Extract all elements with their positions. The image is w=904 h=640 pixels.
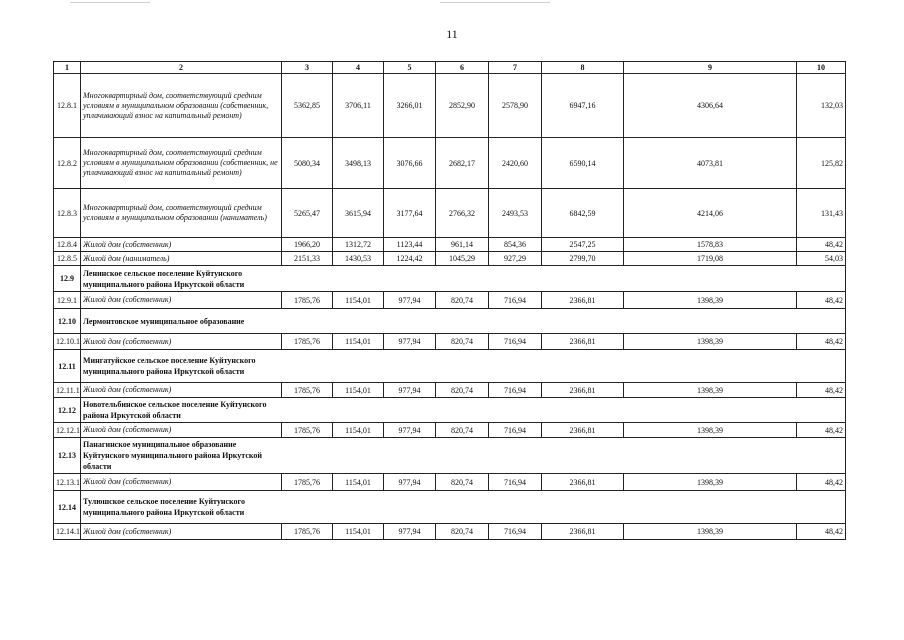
value-cell: 820,74 [436, 383, 489, 398]
value-cell: 1154,01 [333, 383, 384, 398]
value-cell: 1398,39 [624, 474, 797, 491]
value-cell: 716,94 [489, 423, 542, 438]
section-title-text: Новотельбинское сельское поселение Куйтунского района Иркутской области [83, 400, 267, 420]
scan-artifact [70, 2, 150, 3]
row-code: 12.8.1 [54, 74, 81, 138]
value-cell: 131,43 [797, 189, 846, 238]
value-cell: 48,42 [797, 383, 846, 398]
value-cell: 1154,01 [333, 474, 384, 491]
row-code: 12.9.1 [54, 292, 81, 309]
section-title [81, 309, 846, 334]
row-code: 12.11.1 [54, 383, 81, 398]
row-code: 12.12.1 [54, 423, 81, 438]
row-description: Жилой дом (собственник) [81, 238, 282, 252]
value-cell: 716,94 [489, 383, 542, 398]
value-cell: 4214,06 [624, 189, 797, 238]
section-code: 12.13 [54, 438, 81, 474]
column-header-10: 10 [797, 62, 846, 74]
value-cell: 1154,01 [333, 334, 384, 350]
row-code: 12.8.4 [54, 238, 81, 252]
value-cell: 1398,39 [624, 334, 797, 350]
row-code: 12.8.5 [54, 252, 81, 266]
value-cell: 3615,94 [333, 189, 384, 238]
value-cell: 54,03 [797, 252, 846, 266]
value-cell: 820,74 [436, 474, 489, 491]
value-cell: 1719,08 [624, 252, 797, 266]
section-title-text: Мингатуйское сельское поселение Куйтунского муниципального района Иркутской области [83, 356, 256, 376]
value-cell: 5362,85 [282, 74, 333, 138]
value-cell: 2420,60 [489, 138, 542, 189]
table-row [54, 292, 846, 309]
row-description: Жилой дом (собственник) [81, 334, 282, 350]
section-title-text: Тулюшское сельское поселение Куйтунского муниципального района Иркутской области [83, 497, 245, 517]
value-cell: 1398,39 [624, 524, 797, 540]
value-cell: 820,74 [436, 292, 489, 309]
value-cell: 2151,33 [282, 252, 333, 266]
table-row [54, 74, 846, 138]
value-cell: 2493,53 [489, 189, 542, 238]
row-code: 12.13.1 [54, 474, 81, 491]
row-description: Жилой дом (собственник) [81, 292, 282, 309]
value-cell: 977,94 [384, 383, 436, 398]
value-cell: 48,42 [797, 524, 846, 540]
value-cell: 2366,81 [542, 474, 624, 491]
value-cell: 1224,42 [384, 252, 436, 266]
value-cell: 1785,76 [282, 334, 333, 350]
value-cell: 820,74 [436, 524, 489, 540]
table-row [54, 252, 846, 266]
value-cell: 1398,39 [624, 423, 797, 438]
row-description: Многоквартирный дом, соответствующий средним условиям в муниципальном образовании (собственник, не уплачивающий взнос на капитальный ремонт) [81, 138, 282, 189]
value-cell: 4073,81 [624, 138, 797, 189]
value-cell: 977,94 [384, 423, 436, 438]
value-cell: 3076,66 [384, 138, 436, 189]
section-row [54, 350, 846, 383]
section-code: 12.12 [54, 398, 81, 423]
value-cell: 132,03 [797, 74, 846, 138]
row-description: Жилой дом (наниматель) [81, 252, 282, 266]
section-title [81, 438, 846, 474]
value-cell: 2578,90 [489, 74, 542, 138]
row-description: Жилой дом (собственник) [81, 383, 282, 398]
section-code: 12.9 [54, 266, 81, 292]
value-cell: 1312,72 [333, 238, 384, 252]
section-title-text: Лермонтовское муниципальное образование [83, 316, 245, 326]
value-cell: 48,42 [797, 334, 846, 350]
section-row [54, 398, 846, 423]
value-cell: 2366,81 [542, 334, 624, 350]
value-cell: 48,42 [797, 238, 846, 252]
row-description: Жилой дом (собственник) [81, 524, 282, 540]
section-title [81, 266, 846, 292]
value-cell: 3177,64 [384, 189, 436, 238]
value-cell: 3266,01 [384, 74, 436, 138]
value-cell: 3706,11 [333, 74, 384, 138]
table-row [54, 138, 846, 189]
section-title-text: Ленинское сельское поселение Куйтунского муниципального района Иркутской области [83, 268, 245, 289]
section-code: 12.11 [54, 350, 81, 383]
value-cell: 2799,70 [542, 252, 624, 266]
value-cell: 6842,59 [542, 189, 624, 238]
table-row [54, 334, 846, 350]
value-cell: 977,94 [384, 474, 436, 491]
value-cell: 1785,76 [282, 524, 333, 540]
value-cell: 1785,76 [282, 292, 333, 309]
value-cell: 716,94 [489, 292, 542, 309]
column-header-7: 7 [489, 62, 542, 74]
value-cell: 2366,81 [542, 524, 624, 540]
value-cell: 1154,01 [333, 524, 384, 540]
section-title [81, 398, 846, 423]
section-row [54, 309, 846, 334]
value-cell: 2766,32 [436, 189, 489, 238]
value-cell: 48,42 [797, 474, 846, 491]
row-description: Многоквартирный дом, соответствующий средним условиям в муниципальном образовании (собственник, уплачивающий взнос на капитальный ремонт) [81, 74, 282, 138]
value-cell: 961,14 [436, 238, 489, 252]
section-row [54, 266, 846, 292]
column-header-1: 1 [54, 62, 81, 74]
section-code: 12.14 [54, 491, 81, 524]
value-cell: 1785,76 [282, 383, 333, 398]
value-cell: 1154,01 [333, 292, 384, 309]
value-cell: 1785,76 [282, 474, 333, 491]
value-cell: 48,42 [797, 292, 846, 309]
scan-artifact [440, 2, 550, 3]
section-title [81, 491, 846, 524]
section-title-text: Панагинское муниципальное образование Куйтунского муниципального района Иркутской области [83, 440, 262, 471]
value-cell: 1785,76 [282, 423, 333, 438]
column-header-8: 8 [542, 62, 624, 74]
column-header-row [54, 62, 846, 74]
table-row [54, 423, 846, 438]
row-code: 12.10.1 [54, 334, 81, 350]
value-cell: 716,94 [489, 474, 542, 491]
value-cell: 820,74 [436, 423, 489, 438]
table-row [54, 524, 846, 540]
value-cell: 977,94 [384, 292, 436, 309]
table-body [54, 62, 846, 540]
table-row [54, 383, 846, 398]
value-cell: 2366,81 [542, 383, 624, 398]
value-cell: 48,42 [797, 423, 846, 438]
row-description: Жилой дом (собственник) [81, 474, 282, 491]
column-header-4: 4 [333, 62, 384, 74]
page-number: 11 [446, 27, 458, 41]
value-cell: 977,94 [384, 524, 436, 540]
column-header-2: 2 [81, 62, 282, 74]
value-cell: 1578,83 [624, 238, 797, 252]
value-cell: 1045,29 [436, 252, 489, 266]
value-cell: 977,94 [384, 334, 436, 350]
value-cell: 716,94 [489, 334, 542, 350]
column-header-9: 9 [624, 62, 797, 74]
table-row [54, 189, 846, 238]
value-cell: 2682,17 [436, 138, 489, 189]
value-cell: 927,29 [489, 252, 542, 266]
value-cell: 6590,14 [542, 138, 624, 189]
value-cell: 4306,64 [624, 74, 797, 138]
column-header-5: 5 [384, 62, 436, 74]
row-code: 12.14.1 [54, 524, 81, 540]
section-title [81, 350, 846, 383]
value-cell: 3498,13 [333, 138, 384, 189]
section-row [54, 491, 846, 524]
section-code: 12.10 [54, 309, 81, 334]
value-cell: 2366,81 [542, 423, 624, 438]
value-cell: 1398,39 [624, 383, 797, 398]
value-cell: 2366,81 [542, 292, 624, 309]
value-cell: 2547,25 [542, 238, 624, 252]
value-cell: 5080,34 [282, 138, 333, 189]
column-header-6: 6 [436, 62, 489, 74]
row-code: 12.8.3 [54, 189, 81, 238]
value-cell: 854,36 [489, 238, 542, 252]
table-row [54, 238, 846, 252]
value-cell: 716,94 [489, 524, 542, 540]
value-cell: 1154,01 [333, 423, 384, 438]
value-cell: 1398,39 [624, 292, 797, 309]
value-cell: 1123,44 [384, 238, 436, 252]
tariff-table [53, 61, 846, 540]
value-cell: 2852,90 [436, 74, 489, 138]
column-header-3: 3 [282, 62, 333, 74]
value-cell: 5265,47 [282, 189, 333, 238]
table-row [54, 474, 846, 491]
value-cell: 6947,16 [542, 74, 624, 138]
row-code: 12.8.2 [54, 138, 81, 189]
section-row [54, 438, 846, 474]
row-description: Жилой дом (собственник) [81, 423, 282, 438]
value-cell: 125,82 [797, 138, 846, 189]
row-description: Многоквартирный дом, соответствующий средним условиям в муниципальном образовании (наниматель) [81, 189, 282, 238]
value-cell: 1430,53 [333, 252, 384, 266]
value-cell: 820,74 [436, 334, 489, 350]
value-cell: 1966,20 [282, 238, 333, 252]
